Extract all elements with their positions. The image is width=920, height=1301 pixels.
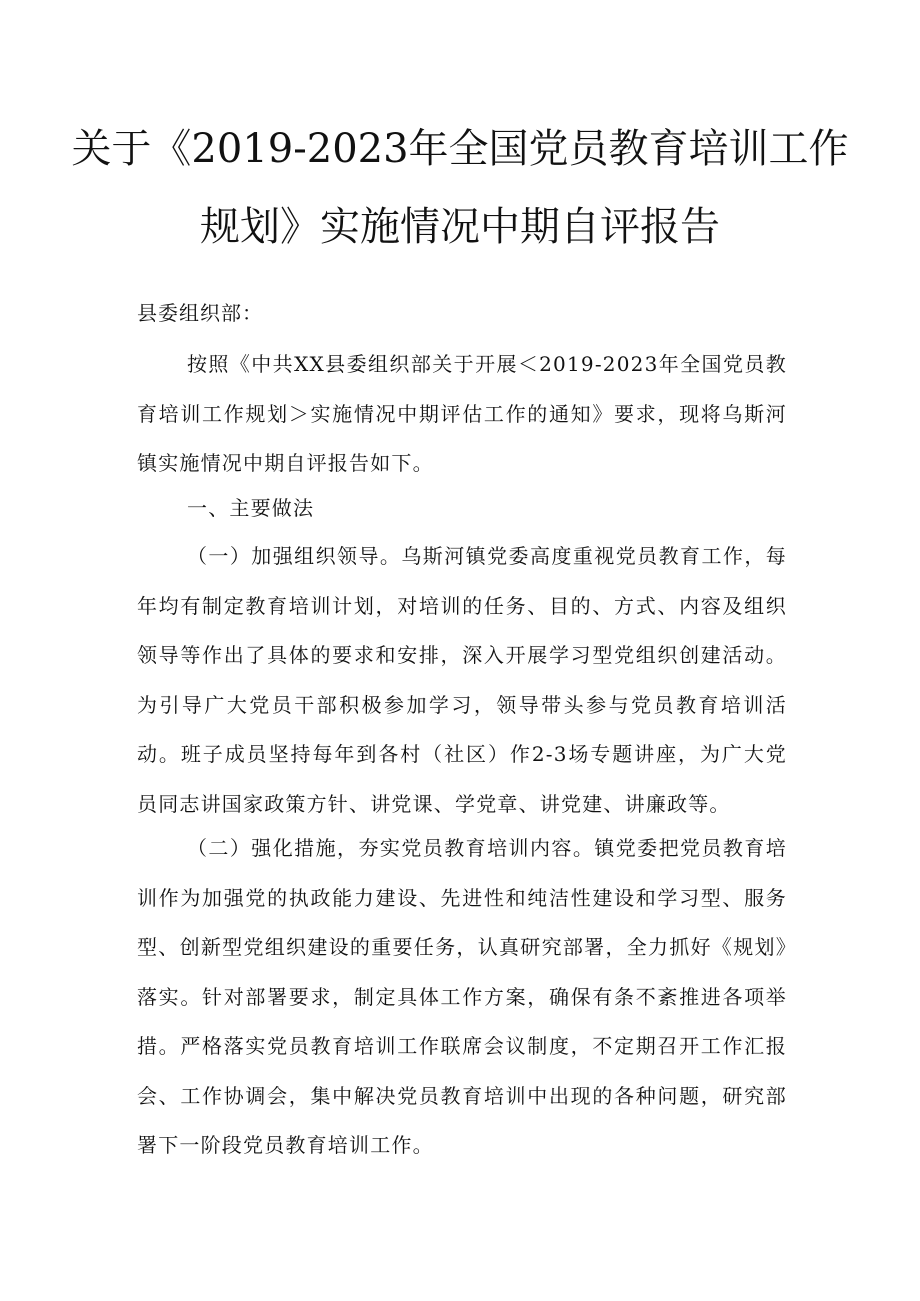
salutation: 县委组织部： (137, 301, 263, 325)
intro-paragraph: 按照《中共XX县委组织部关于开展＜2019-2023年全国党员教育培训工作规划＞实施情况中期评估工作的通知》要求，现将乌斯河镇实施情况中期自评报告如下。 (137, 352, 787, 475)
section-1-item-1: （一）加强组织领导。乌斯河镇党委高度重视党员教育工作，每年均有制定教育培训计划，对培训的任务、目的、方式、内容及组织领导等作出了具体的要求和安排，深入开展学习型党组织创建活动。为引导广大党员干部积极参加学习，领导带头参与党员教育培训活动。班子成员坚持每年到各村（社区）作2-3场专题讲座，为广大党员同志讲国家政策方针、讲党课、学党章、讲党建、讲廉政等。 (137, 544, 787, 816)
document-title-line-1: 关于《2019-2023年全国党员教育培训工作 (71, 126, 849, 172)
section-1-item-2: （二）强化措施，夯实党员教育培训内容。镇党委把党员教育培训作为加强党的执政能力建设、先进性和纯洁性建设和学习型、服务型、创新型党组织建设的重要任务，认真研究部署，全力抓好《规划》落实。针对部署要求，制定具体工作方案，确保有条不紊推进各项举措。严格落实党员教育培训工作联席会议制度，不定期召开工作汇报会、工作协调会，集中解决党员教育培训中出现的各种问题，研究部署下一阶段党员教育培训工作。 (137, 836, 787, 1157)
document-title-line-2: 规划》实施情况中期自评报告 (200, 204, 720, 250)
section-heading-1: 一、主要做法 (187, 496, 315, 520)
